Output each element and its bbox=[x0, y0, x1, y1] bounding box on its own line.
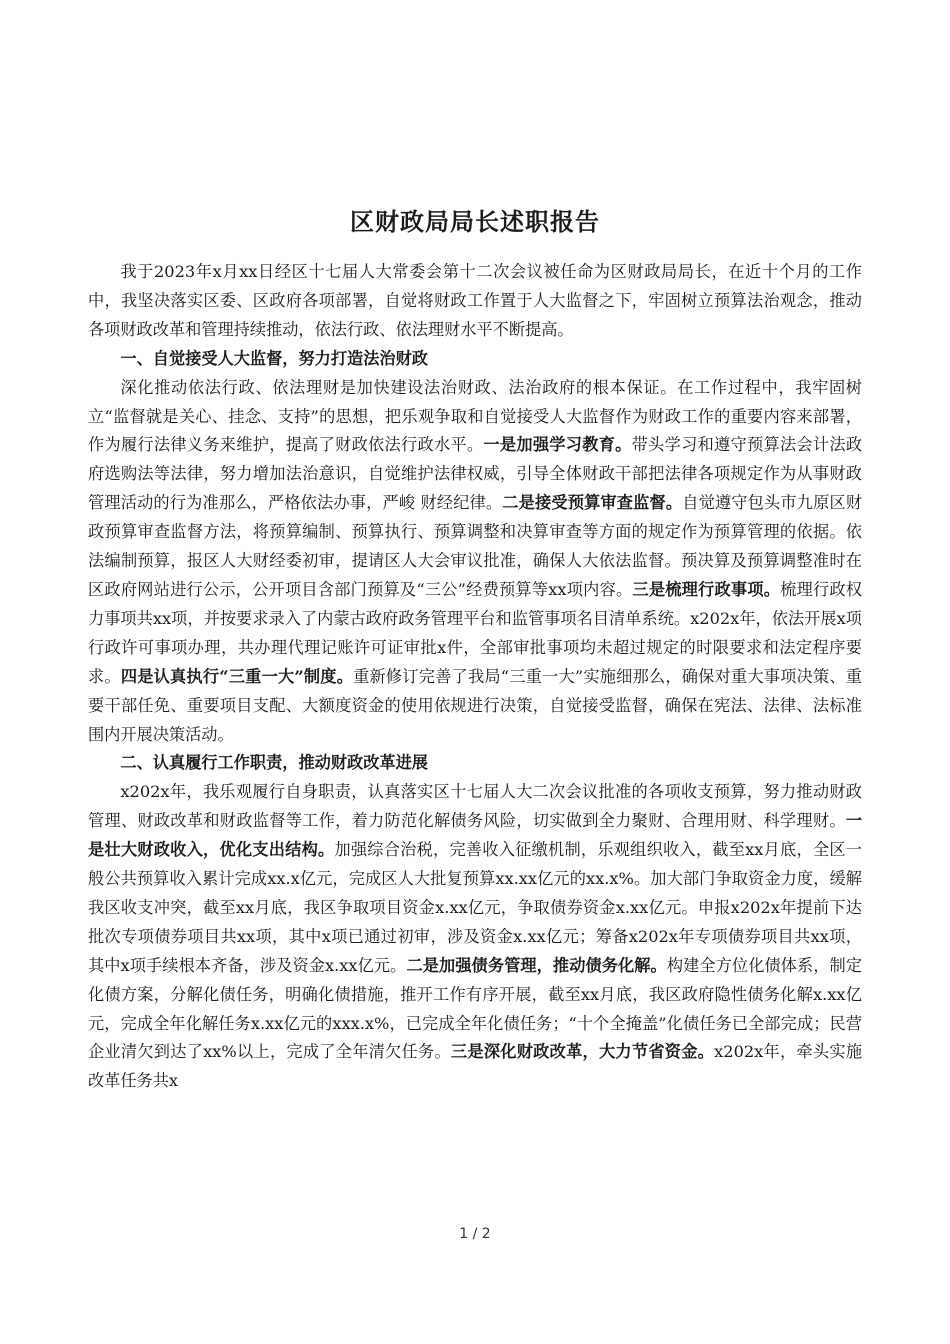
section-1-point-3: 三是梳理行政事项。 bbox=[632, 579, 781, 599]
section-2-text-1: 加强综合治税，完善收入征缴机制，乐观组织收入，截至xx月底，全区一般公共预算收入累计完成xx.x亿元，完成区人大批复预算xx.xx亿元的xx.x%。加大部门争取资金力度，缓解我区收支冲突，截至xx月底，我区争取项目资金x.xx亿元，争取债券资金x.xx亿元。申报x202x年提前下达批次专项债券项目共xx项，其中x项已通过初审，涉及资金x.xx亿元；筹备x202x年专项债券项目共xx项，其中x项手续根本齐备，涉及资金x.xx亿元。 bbox=[88, 840, 862, 975]
section-2-heading: 二、认真履行工作职责，推动财政改革进展 bbox=[120, 753, 428, 773]
section-2-text-3: x202x年，牵头实施改革任务共x bbox=[88, 1042, 863, 1091]
section-2-point-3: 三是深化财政改革，大力节省资金。 bbox=[450, 1042, 715, 1062]
section-1-text-2: 自觉遵守包头市九原区财政预算审查监督方法，将预算编制、预算执行、预算调整和决算审查等方面的规定作为预算管理的依据。依法编制预算，报区人大财经委初审，提请区人大会审议批准，确保人大依法监督。预决算及预算调整准时在区政府网站进行公示，公开项目含部门预算及“三公”经费预算等xx项内容。 bbox=[88, 493, 863, 599]
section-1-text-start: 深化推动依法行政、依法理财是加快建设法治财政、法治政府的根本保证。在工作过程中，我牢固树立“监督就是关心、挂念、支持”的思想，把乐观争取和自觉接受人大监督作为财政工作的重要内容来部署，作为履行法律义务来维护，提高了财政依法行政水平。 bbox=[88, 377, 862, 455]
document-body bbox=[88, 258, 862, 1096]
section-1-text-1: 带头学习和遵守预算法会计法政府选购法等法律，努力增加法治意识，自觉维护法律权威，引导全体财政干部把法律各项规定作为从事财政管理活动的行为准那么，严格依法办事，严峻 财经纪律。 bbox=[88, 435, 863, 513]
section-2-paragraph bbox=[88, 778, 862, 1096]
page-indicator: 1 / 2 bbox=[459, 1226, 491, 1242]
section-1-text-4: 重新修订完善了我局“三重一大”实施细那么，确保对重大事项决策、重要干部任免、重要项目支配、大额度资金的使用依规进行决策，自觉接受监督，确保在宪法、法律、法标准围内开展决策活动。 bbox=[88, 666, 862, 744]
section-1-point-1: 一是加强学习教育。 bbox=[483, 435, 632, 455]
section-1-point-2: 二是接受预算审查监督。 bbox=[502, 493, 683, 513]
section-2-point-1: 一是壮大财政收入，优化支出结构。 bbox=[88, 811, 862, 860]
document-title: 区财政局局长述职报告 bbox=[350, 207, 600, 236]
section-2-text-2: 构建全方位化债体系，制定化债方案，分解化债任务，明确化债措施，推开工作有序开展，截至xx月底，我区政府隐性债务化解x.xx亿元，完成全年化解任务x.xx亿元的xxx.x%，已完成全年化债任务；“十个全掩盖”化债任务已全部完成；民营企业清欠到达了xx%以上，完成了全年清欠任务。 bbox=[88, 955, 863, 1062]
section-2-text-start: x202x年，我乐观履行自身职责，认真落实区十七届人大二次会议批准的各项收支预算，努力推动财政管理、财政改革和财政监督等工作，着力防范化解债务风险，切实做到全力聚财、合理用财、科学理财。 bbox=[88, 782, 862, 831]
intro-paragraph: 我于2023年x月xx日经区十七届人大常委会第十二次会议被任命为区财政局局长，在近十个月的工作中，我坚决落实区委、区政府各项部署，自觉将财政工作置于人大监督之下，牢固树立预算法治观念，推动各项财政改革和管理持续推动，依法行政、依法理财水平不断提高。 bbox=[88, 262, 862, 339]
section-1-heading: 一、自觉接受人大监督，努力打造法治财政 bbox=[120, 348, 428, 368]
section-1-text-3: 梳理行政权力事项共xx项，并按要求录入了内蒙古政府政务管理平台和监管事项名目清单系统。x202x年，依法开展x项行政许可事项办理，共办理代理记账许可证审批x件，全部审批事项均未超过规定的时限要求和法定程序要求。 bbox=[88, 579, 863, 686]
section-2-point-2: 二是加强债务管理，推动债务化解。 bbox=[406, 955, 667, 975]
section-1-paragraph bbox=[88, 374, 862, 750]
section-1-point-4: 四是认真执行“三重一大”制度。 bbox=[120, 666, 354, 686]
